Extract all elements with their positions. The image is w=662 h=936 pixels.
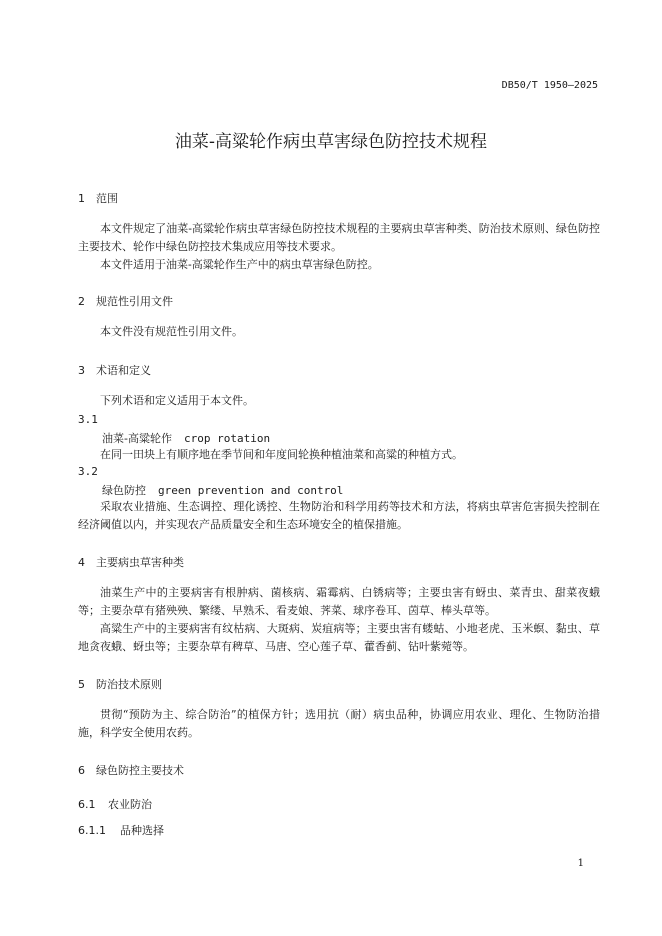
term-zh: 绿色防控 (102, 484, 146, 497)
term-3-1 (102, 430, 270, 446)
section-title: 防治技术原则 (96, 678, 162, 691)
section-number: 6.1.1 (78, 824, 106, 837)
section-title: 农业防治 (108, 798, 152, 811)
term-3-1-definition: 在同一田块上有顺序地在季节间和年度间轮换种植油菜和高粱的种植方式。 (100, 448, 463, 461)
principles-paragraph: 贯彻“预防为主、综合防治”的植保方针；选用抗（耐）病虫品种，协调应用农业、理化、生物防治措施，科学安全使用农药。 (78, 708, 600, 739)
section-number: 6 (78, 764, 85, 777)
scope-paragraph-1: 本文件规定了油菜-高粱轮作病虫草害绿色防控技术规程的主要病虫草害种类、防治技术原则、绿色防控主要技术、轮作中绿色防控技术集成应用等技术要求。 (78, 222, 600, 253)
section-heading-5 (78, 676, 162, 692)
section-heading-3 (78, 362, 151, 378)
section-heading-4 (78, 554, 184, 570)
section-title: 范围 (96, 192, 118, 205)
document-number: DB50/T 1950—2025 (501, 80, 598, 91)
term-3-2-definition: 采取农业措施、生态调控、理化诱控、生物防治和科学用药等技术和方法，将病虫草害危害损失控制在经济阈值以内，并实现农产品质量安全和生态环境安全的植保措施。 (78, 500, 600, 531)
subsection-heading-6-1-1 (78, 822, 164, 838)
normative-references-paragraph: 本文件没有规范性引用文件。 (100, 325, 243, 338)
section-number: 6.1 (78, 798, 96, 811)
subsection-heading-6-1 (78, 796, 152, 812)
term-number-3-1: 3.1 (78, 413, 98, 426)
rapeseed-pests-paragraph: 油菜生产中的主要病害有根肿病、菌核病、霜霉病、白锈病等；主要虫害有蚜虫、菜青虫、甜菜夜蛾等；主要杂草有猪殃殃、繁缕、早熟禾、看麦娘、荠菜、球序卷耳、茵草、棒头草等。 (78, 586, 600, 617)
section-title: 主要病虫草害种类 (96, 556, 184, 569)
term-number-3-2: 3.2 (78, 465, 98, 478)
section-heading-6 (78, 762, 184, 778)
section-number: 3 (78, 364, 85, 377)
section-number: 2 (78, 295, 85, 308)
section-number: 1 (78, 192, 85, 205)
page-number: 1 (577, 858, 584, 869)
document-title: 油菜-高粱轮作病虫草害绿色防控技术规程 (174, 132, 488, 152)
section-title: 绿色防控主要技术 (96, 764, 184, 777)
term-zh: 油菜-高粱轮作 (102, 432, 172, 445)
term-en: crop rotation (183, 432, 271, 445)
terms-intro-paragraph: 下列术语和定义适用于本文件。 (100, 394, 254, 407)
section-heading-1 (78, 190, 118, 206)
section-title: 术语和定义 (96, 364, 151, 377)
section-number: 5 (78, 678, 85, 691)
sorghum-pests-paragraph: 高粱生产中的主要病害有纹枯病、大斑病、炭疽病等；主要虫害有蝼蛄、小地老虎、玉米螟、黏虫、草地贪夜蛾、蚜虫等；主要杂草有稗草、马唐、空心莲子草、藿香蓟、钻叶紫菀等。 (78, 622, 600, 653)
term-3-2 (102, 482, 343, 498)
section-heading-2 (78, 293, 173, 309)
section-title: 品种选择 (120, 824, 164, 837)
section-number: 4 (78, 556, 85, 569)
term-en: green prevention and control (158, 484, 344, 497)
section-title: 规范性引用文件 (96, 295, 173, 308)
scope-paragraph-2: 本文件适用于油菜-高粱轮作生产中的病虫草害绿色防控。 (100, 258, 379, 271)
